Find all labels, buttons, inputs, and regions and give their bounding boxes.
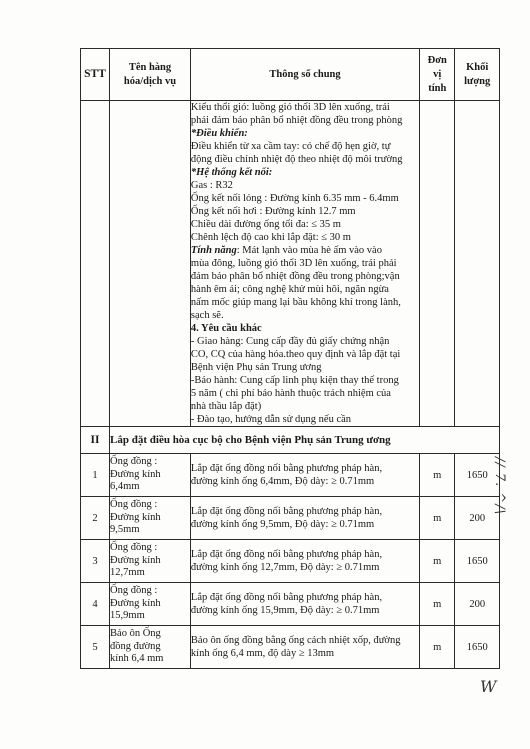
section-number: II [81,427,110,454]
spec-line: Bệnh viện Phụ sản Trung ương [190,362,322,373]
item-name: Ống đồng : Đường kính 12,7mm [110,540,191,583]
item-name: Bảo ôn Ống đồng đường kính 6,4 mm [110,626,191,669]
header-unit: Đơn vị tính [420,49,455,101]
spec-line: Ống kết nối hơi : Đường kính 12.7 mm [190,206,356,217]
header-quantity: Khối lượng [455,49,500,101]
item-name: Ống đồng : Đường kính 9,5mm [110,497,191,540]
item-unit: m [420,583,455,626]
header-stt: STT [81,49,110,101]
spec-line: động điều chỉnh nhiệt độ theo nhiệt độ môi trường [190,154,403,165]
continuation-unit-cell [420,101,455,427]
item-name: Ống đồng : Đường kính 15,9mm [110,583,191,626]
continuation-qty-cell [455,101,500,427]
spec-heading-other-requirements: 4. Yêu cầu khác [190,323,262,334]
continuation-row [81,101,500,427]
spec-line: -Bảo hành: Cung cấp linh phụ kiện thay thế trong [190,375,399,386]
spec-line: - Giao hàng: Cung cấp đầy đủ giấy chứng nhận [190,336,390,347]
spec-line: Chênh lệch độ cao khi lắp đặt: ≤ 30 m [190,232,351,243]
spec-line: sạch sẽ. [190,310,224,321]
spec-line: đảm bảo phân bổ nhiệt đồng đều trong phòng;vận [190,271,400,282]
spec-line: mùa đông, luồng gió thổi 3D lên xuống, trái phải [190,258,397,269]
table-row [81,540,500,583]
spec-line: Ống kết nối lỏng : Đường kính 6.35 mm - 6.4mm [190,193,399,204]
item-description: Lắp đặt ống đồng nối bằng phương pháp hàn, đường kính ống 12,7mm, Độ dày: ≥ 0.71mm [190,540,419,583]
section-title: Lắp đặt điều hòa cục bộ cho Bệnh viện Phụ sản Trung ương [110,427,500,454]
spec-line: phải đảm bảo phân bổ nhiệt đồng đều trong phòng [190,115,403,126]
continuation-spec-cell [190,101,419,427]
item-description: Lắp đặt ống đồng nối bằng phương pháp hàn, đường kính ống 6,4mm, Độ dày: ≥ 0.71mm [190,454,419,497]
item-stt: 1 [81,454,110,497]
item-description: Bảo ôn ống đồng bằng ống cách nhiệt xốp, đường kính ống 6,4 mm, độ dày ≥ 13mm [190,626,419,669]
spec-heading-connection: *Hệ thống kết nối: [190,167,273,178]
spec-line: Kiểu thổi gió: luồng gió thổi 3D lên xuống, trái [190,102,390,113]
spec-line: CO, CQ của hàng hóa.theo quy định và lắp đặt tại [190,349,401,360]
table-row [81,583,500,626]
header-general-spec: Thông số chung [190,49,419,101]
handwritten-margin-note: // 7. ^/\ [492,457,507,516]
spec-line: Gas : R32 [190,180,233,191]
features-text: : Mát lạnh vào mùa hè ấm vào vào [236,245,382,256]
item-name: Ống đồng : Đường kính 6,4mm [110,454,191,497]
item-quantity: 1650 [455,626,500,669]
table-row [81,454,500,497]
spec-line: - Đào tạo, hướng dẫn sử dụng nếu cần [190,414,352,425]
spec-line: nấm mốc giúp mang lại bầu không khí trong lành, [190,297,401,308]
spec-heading-control: *Điều khiển: [190,128,248,139]
spec-line: hành êm ái; công nghệ khử mùi hôi, ngăn ngừa [190,284,389,295]
specification-table [80,48,500,669]
item-quantity: 1650 [455,540,500,583]
item-stt: 3 [81,540,110,583]
item-unit: m [420,626,455,669]
table-row [81,497,500,540]
header-item-name: Tên hàng hóa/dịch vụ [110,49,191,101]
item-unit: m [420,540,455,583]
continuation-stt-cell [81,101,110,427]
item-description: Lắp đặt ống đồng nối bằng phương pháp hàn, đường kính ống 9,5mm, Độ dày: ≥ 0.71mm [190,497,419,540]
spec-line: Chiều dài đường ống tối đa: ≤ 35 m [190,219,341,230]
spec-line: Điều khiển từ xa cầm tay: có chế độ hẹn giờ, tự [190,141,391,152]
spec-line-features [191,244,419,257]
item-quantity: 1650 [455,454,500,497]
table-header-row [81,49,500,101]
item-stt: 5 [81,626,110,669]
features-label: Tính năng [190,245,237,256]
continuation-name-cell [110,101,191,427]
section-row [81,427,500,454]
item-unit: m [420,454,455,497]
spec-line: 5 năm ( chi phí bảo hành thuộc trách nhiệm của [190,388,391,399]
item-stt: 4 [81,583,110,626]
spec-line: nhà thầu lắp đặt) [190,401,262,412]
item-description: Lắp đặt ống đồng nối bằng phương pháp hàn, đường kính ống 15,9mm, Độ dày: ≥ 0.71mm [190,583,419,626]
handwritten-initial: W [480,677,497,696]
item-quantity: 200 [455,497,500,540]
item-unit: m [420,497,455,540]
item-stt: 2 [81,497,110,540]
table-row [81,626,500,669]
item-quantity: 200 [455,583,500,626]
